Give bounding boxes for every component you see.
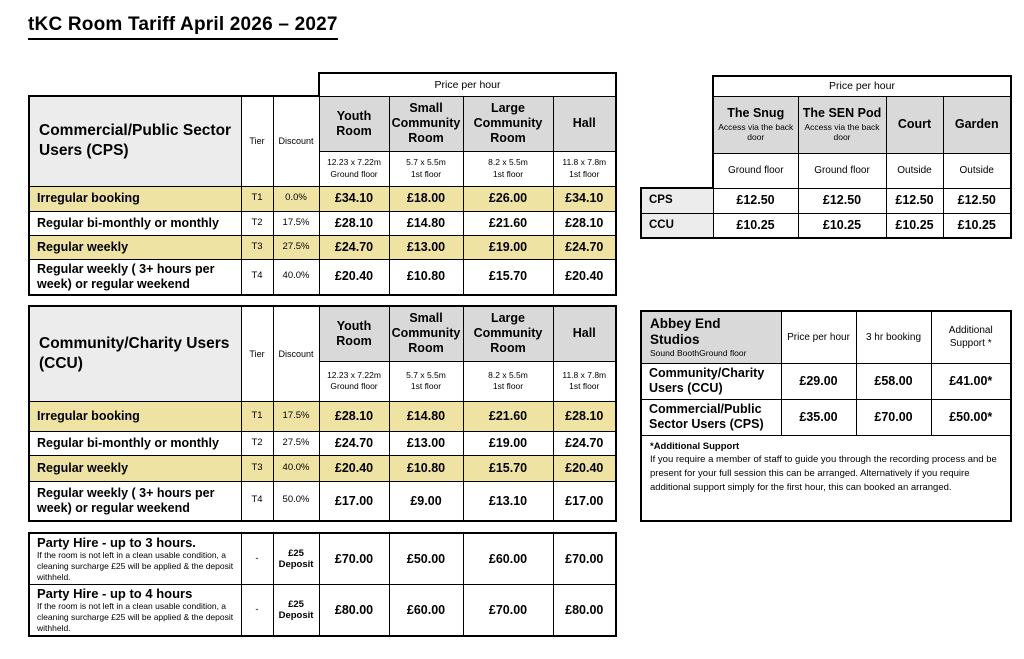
- user-type-label: CCU: [641, 213, 713, 238]
- room-dims-large-community: [463, 361, 553, 401]
- room-floor-sen-pod: Ground floor: [798, 153, 886, 188]
- room-name: Garden: [954, 116, 999, 131]
- price-cell: £50.00*: [931, 399, 1011, 435]
- table-row: [641, 435, 1011, 521]
- abbey-end-studios-table: [640, 310, 1012, 522]
- note-title: *Additional Support: [650, 440, 740, 452]
- price-cell: £80.00: [553, 585, 616, 637]
- discount-cell: 17.5%: [273, 211, 319, 235]
- price-cell: £26.00: [463, 186, 553, 211]
- ccu-table-title: Community/Charity Users (CCU): [29, 306, 241, 401]
- deposit-cell: £25 Deposit: [273, 533, 319, 585]
- table-row: [29, 186, 616, 211]
- price-cell: £12.50: [798, 188, 886, 213]
- price-cell: £9.00: [389, 481, 463, 521]
- party-hire-title: Party Hire - up to 3 hours.: [37, 535, 196, 550]
- room-size: 12.23 x 7.22m: [327, 157, 381, 168]
- booking-type-label: Regular bi-monthly or monthly: [29, 211, 241, 235]
- price-cell: £58.00: [856, 363, 931, 399]
- tier-cell: -: [241, 585, 273, 637]
- price-cell: £10.25: [713, 213, 798, 238]
- cps-tariff-table: [28, 72, 617, 296]
- user-type-label: Community/Charity Users (CCU): [641, 363, 781, 399]
- price-cell: £14.80: [389, 401, 463, 431]
- room-floor: 1st floor: [410, 168, 442, 179]
- discount-column-header: Discount: [273, 306, 319, 401]
- table-row: [641, 363, 1011, 399]
- price-cell: £70.00: [463, 585, 553, 637]
- ccu-tariff-table: [28, 305, 617, 522]
- price-per-hour-header: Price per hour: [713, 76, 1011, 96]
- price-cell: £17.00: [319, 481, 389, 521]
- price-cell: £17.00: [553, 481, 616, 521]
- party-hire-label: [29, 585, 241, 637]
- price-cell: £13.10: [463, 481, 553, 521]
- room-floor: Ground floor: [330, 168, 378, 179]
- party-hire-note: If the room is not left in a clean usable condition, a cleaning surcharge £25 will be applied & the deposit withheld.: [37, 550, 234, 582]
- room-header-sen-pod: [798, 96, 886, 153]
- room-access: Access via the back door: [718, 121, 794, 143]
- room-floor: 1st floor: [492, 381, 524, 391]
- table-row: [641, 399, 1011, 435]
- price-cell: £19.00: [463, 235, 553, 259]
- tier-cell: T2: [241, 211, 273, 235]
- price-cell: £20.40: [319, 259, 389, 295]
- room-header-small-community: Small Community Room: [389, 306, 463, 361]
- column-header-price-per-hour: Price per hour: [781, 311, 856, 363]
- tier-cell: -: [241, 533, 273, 585]
- room-header-snug: [713, 96, 798, 153]
- room-size: 8.2 x 5.5m: [488, 157, 528, 168]
- price-cell: £60.00: [463, 533, 553, 585]
- room-size: 5.7 x 5.5m: [406, 369, 446, 380]
- table-row: [29, 306, 616, 361]
- room-header-court: [886, 96, 943, 153]
- booking-type-label: Irregular booking: [29, 186, 241, 211]
- room-header-large-community: Large Community Room: [463, 306, 553, 361]
- tier-column-header: Tier: [241, 96, 273, 186]
- room-floor: Ground floor: [330, 381, 378, 391]
- room-dims-youth: [319, 361, 389, 401]
- user-type-label: Commercial/Public Sector Users (CPS): [641, 399, 781, 435]
- table-row: [641, 311, 1011, 363]
- studio-name: Abbey End Studios: [650, 316, 721, 348]
- price-cell: £13.00: [389, 431, 463, 455]
- price-cell: £70.00: [553, 533, 616, 585]
- discount-cell: 40.0%: [273, 455, 319, 481]
- room-size: 12.23 x 7.22m: [327, 369, 381, 380]
- discount-cell: 17.5%: [273, 401, 319, 431]
- price-cell: £15.70: [463, 455, 553, 481]
- price-cell: £28.10: [319, 211, 389, 235]
- price-cell: £28.10: [319, 401, 389, 431]
- booking-type-label: Regular weekly: [29, 235, 241, 259]
- price-cell: £21.60: [463, 401, 553, 431]
- discount-cell: 50.0%: [273, 481, 319, 521]
- spacer-cell: [641, 76, 713, 188]
- room-header-small-community: Small Community Room: [389, 96, 463, 151]
- discount-cell: 27.5%: [273, 431, 319, 455]
- price-cell: £29.00: [781, 363, 856, 399]
- room-floor: 1st floor: [569, 381, 600, 391]
- room-access: Access via the back door: [804, 121, 880, 143]
- annex-rooms-table: [640, 75, 1012, 239]
- price-cell: £24.70: [319, 235, 389, 259]
- room-floor-garden: Outside: [943, 153, 1011, 188]
- table-row: [29, 73, 616, 96]
- additional-support-note: [641, 435, 1011, 521]
- room-header-hall: Hall: [553, 96, 616, 151]
- party-hire-title: Party Hire - up to 4 hours: [37, 586, 193, 602]
- price-cell: £70.00: [856, 399, 931, 435]
- discount-cell: 40.0%: [273, 259, 319, 295]
- note-body: If you require a member of staff to guide you through the recording process and be present for your full session this can be arranged. Alternatively if you require additional support simply for the first hour, this can booked an arranged.: [650, 454, 997, 493]
- price-cell: £34.10: [553, 186, 616, 211]
- price-cell: £18.00: [389, 186, 463, 211]
- room-floor-snug: Ground floor: [713, 153, 798, 188]
- price-cell: £10.80: [389, 259, 463, 295]
- price-cell: £12.50: [943, 188, 1011, 213]
- tier-cell: T1: [241, 186, 273, 211]
- booking-type-label: Irregular booking: [29, 401, 241, 431]
- price-cell: £35.00: [781, 399, 856, 435]
- discount-cell: 0.0%: [273, 186, 319, 211]
- table-row: [29, 211, 616, 235]
- room-name: The Snug: [727, 106, 785, 121]
- tier-cell: T3: [241, 455, 273, 481]
- discount-cell: 27.5%: [273, 235, 319, 259]
- price-cell: £14.80: [389, 211, 463, 235]
- price-cell: £50.00: [389, 533, 463, 585]
- room-dims-small-community: [389, 151, 463, 186]
- room-size: 5.7 x 5.5m: [406, 157, 446, 168]
- booking-type-label: Regular bi-monthly or monthly: [29, 431, 241, 455]
- table-row: [29, 455, 616, 481]
- tier-cell: T1: [241, 401, 273, 431]
- abbey-table-title: [641, 311, 781, 363]
- table-row: [641, 76, 1011, 96]
- room-dims-hall: [553, 151, 616, 186]
- room-size: 11.8 x 7.8m: [562, 369, 607, 380]
- price-cell: £34.10: [319, 186, 389, 211]
- room-floor: 1st floor: [492, 168, 524, 179]
- studio-subtitle: Sound BoothGround floor: [650, 348, 747, 359]
- room-floor: 1st floor: [410, 381, 442, 391]
- table-row: [641, 213, 1011, 238]
- room-floor: 1st floor: [569, 168, 600, 179]
- price-cell: £13.00: [389, 235, 463, 259]
- price-per-hour-header: Price per hour: [319, 73, 616, 96]
- room-size: 8.2 x 5.5m: [488, 369, 528, 380]
- price-cell: £10.25: [886, 213, 943, 238]
- price-cell: £28.10: [553, 401, 616, 431]
- room-header-large-community: Large Community Room: [463, 96, 553, 151]
- price-cell: £10.25: [798, 213, 886, 238]
- booking-type-label: Regular weekly ( 3+ hours per week) or regular weekend: [29, 259, 241, 295]
- room-header-youth: Youth Room: [319, 306, 389, 361]
- room-header-garden: [943, 96, 1011, 153]
- price-cell: £41.00*: [931, 363, 1011, 399]
- table-row: [29, 585, 616, 637]
- table-row: [29, 533, 616, 585]
- cps-table-title: Commercial/Public Sector Users (CPS): [29, 96, 241, 186]
- booking-type-label: Regular weekly: [29, 455, 241, 481]
- table-row: [29, 96, 616, 151]
- booking-type-label: Regular weekly ( 3+ hours per week) or regular weekend: [29, 481, 241, 521]
- room-size: 11.8 x 7.8m: [562, 157, 607, 168]
- room-dims-hall: [553, 361, 616, 401]
- user-type-label: CPS: [641, 188, 713, 213]
- price-cell: £10.80: [389, 455, 463, 481]
- room-dims-youth: [319, 151, 389, 186]
- price-cell: £20.40: [319, 455, 389, 481]
- room-floor-court: Outside: [886, 153, 943, 188]
- price-cell: £24.70: [319, 431, 389, 455]
- party-hire-table: [28, 532, 617, 637]
- price-cell: £10.25: [943, 213, 1011, 238]
- tier-column-header: Tier: [241, 306, 273, 401]
- price-cell: £60.00: [389, 585, 463, 637]
- price-cell: £21.60: [463, 211, 553, 235]
- table-row: [29, 259, 616, 295]
- price-cell: £12.50: [886, 188, 943, 213]
- price-cell: £70.00: [319, 533, 389, 585]
- room-dims-large-community: [463, 151, 553, 186]
- spacer-cell: [29, 73, 319, 96]
- table-row: [29, 431, 616, 455]
- deposit-cell: £25 Deposit: [273, 585, 319, 637]
- price-cell: £20.40: [553, 455, 616, 481]
- page-title: tKC Room Tariff April 2026 – 2027: [28, 14, 338, 40]
- discount-column-header: Discount: [273, 96, 319, 186]
- room-name: Court: [897, 116, 932, 131]
- price-cell: £20.40: [553, 259, 616, 295]
- tier-cell: T4: [241, 259, 273, 295]
- price-cell: £19.00: [463, 431, 553, 455]
- party-hire-note: If the room is not left in a clean usable condition, a cleaning surcharge £25 will be applied & the deposit withheld.: [37, 601, 234, 633]
- price-cell: £12.50: [713, 188, 798, 213]
- party-hire-label: [29, 533, 241, 585]
- price-cell: £24.70: [553, 235, 616, 259]
- price-cell: £24.70: [553, 431, 616, 455]
- room-header-hall: Hall: [553, 306, 616, 361]
- price-cell: £15.70: [463, 259, 553, 295]
- room-name: The SEN Pod: [802, 106, 882, 121]
- room-dims-small-community: [389, 361, 463, 401]
- table-row: [29, 401, 616, 431]
- price-cell: £28.10: [553, 211, 616, 235]
- tier-cell: T3: [241, 235, 273, 259]
- column-header-additional-support: Additional Support *: [931, 311, 1011, 363]
- tier-cell: T2: [241, 431, 273, 455]
- column-header-3hr-booking: 3 hr booking: [856, 311, 931, 363]
- price-cell: £80.00: [319, 585, 389, 637]
- tier-cell: T4: [241, 481, 273, 521]
- room-header-youth: Youth Room: [319, 96, 389, 151]
- table-row: [29, 235, 616, 259]
- table-row: [641, 188, 1011, 213]
- table-row: [29, 481, 616, 521]
